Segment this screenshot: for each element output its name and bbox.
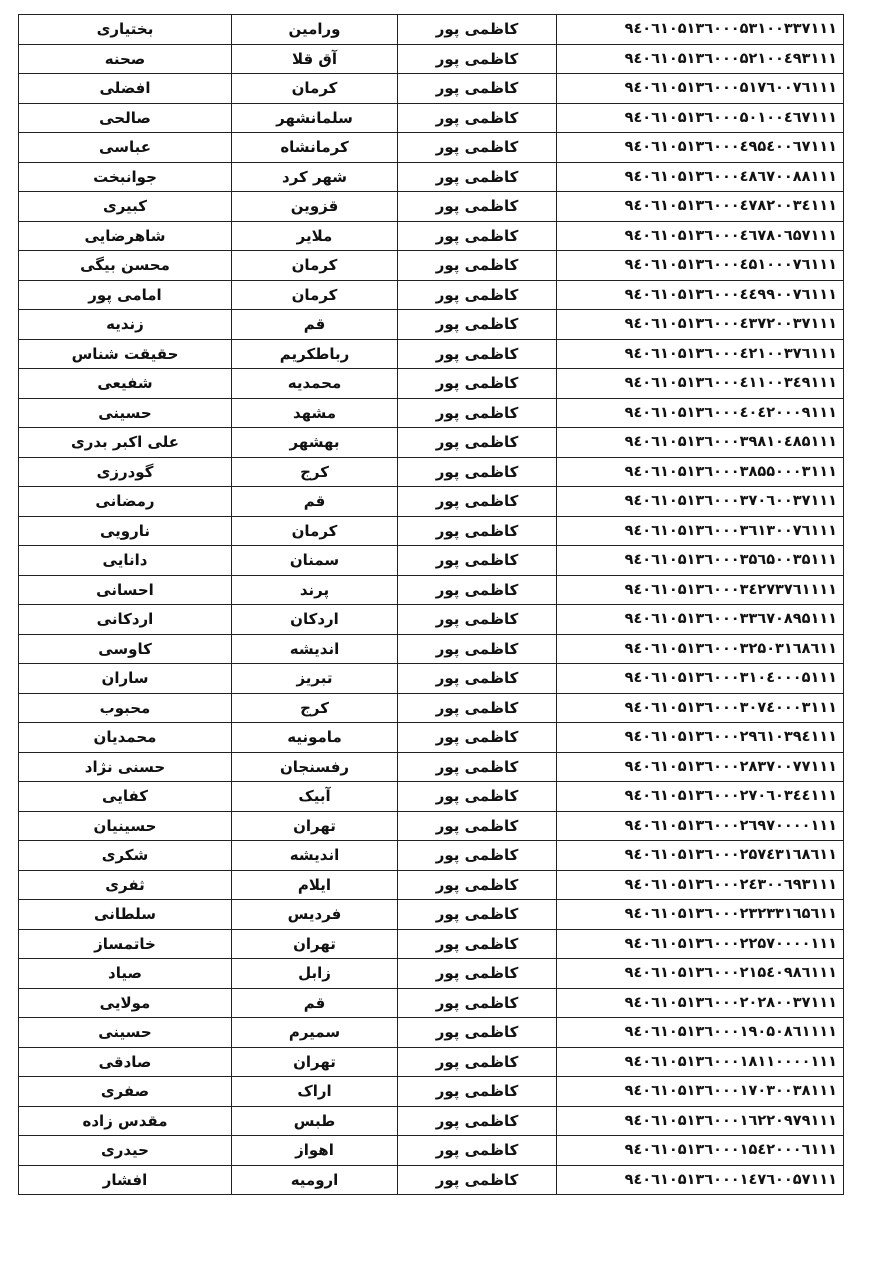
agent-cell: کاظمی پور	[398, 575, 557, 605]
code-cell: ۹٤۰٦۱۰۵۱۳٦۰۰۰۲٤۳۰۰٦۹۳۱۱۱	[557, 870, 844, 900]
code-cell: ۹٤۰٦۱۰۵۱۳٦۰۰۰٤۹۵٤۰۰٦۷۱۱۱	[557, 133, 844, 163]
code-cell: ۹٤۰٦۱۰۵۱۳٦۰۰۰۱۹۰۵۰۸٦۱۱۱۱	[557, 1018, 844, 1048]
table-row	[19, 339, 844, 369]
city-cell: مشهد	[232, 398, 398, 428]
agent-cell: کاظمی پور	[398, 1077, 557, 1107]
table-row	[19, 162, 844, 192]
city-cell: محمدیه	[232, 369, 398, 399]
table-row	[19, 44, 844, 74]
name-cell: علی اکبر بدری	[19, 428, 232, 458]
code-cell: ۹٤۰٦۱۰۵۱۳٦۰۰۰۵۲۱۰۰٤۹۳۱۱۱	[557, 44, 844, 74]
table-row	[19, 133, 844, 163]
code-cell: ۹٤۰٦۱۰۵۱۳٦۰۰۰۲۸۳۷۰۰۷۷۱۱۱	[557, 752, 844, 782]
code-cell: ۹٤۰٦۱۰۵۱۳٦۰۰۰۱٦۲۲۰۹۷۹۱۱۱	[557, 1106, 844, 1136]
agent-cell: کاظمی پور	[398, 428, 557, 458]
code-cell: ۹٤۰٦۱۰۵۱۳٦۰۰۰۳۷۰٦۰۰۳۷۱۱۱	[557, 487, 844, 517]
agent-cell: کاظمی پور	[398, 457, 557, 487]
name-cell: کفایی	[19, 782, 232, 812]
table-row	[19, 575, 844, 605]
table-row	[19, 900, 844, 930]
name-cell: خاتمساز	[19, 929, 232, 959]
city-cell: آبیک	[232, 782, 398, 812]
city-cell: قزوین	[232, 192, 398, 222]
name-cell: شفیعی	[19, 369, 232, 399]
code-cell: ۹٤۰٦۱۰۵۱۳٦۰۰۰٤۲۱۰۰۳۷٦۱۱۱	[557, 339, 844, 369]
code-cell: ۹٤۰٦۱۰۵۱۳٦۰۰۰۲۱۵٤۰۹۸٦۱۱۱	[557, 959, 844, 989]
agent-cell: کاظمی پور	[398, 841, 557, 871]
city-cell: ایلام	[232, 870, 398, 900]
code-cell: ۹٤۰٦۱۰۵۱۳٦۰۰۰٤۷۸۲۰۰۳٤۱۱۱	[557, 192, 844, 222]
name-cell: محسن بیگی	[19, 251, 232, 281]
table-row	[19, 841, 844, 871]
records-table	[18, 14, 844, 1195]
city-cell: کرج	[232, 457, 398, 487]
table-row	[19, 280, 844, 310]
agent-cell: کاظمی پور	[398, 959, 557, 989]
agent-cell: کاظمی پور	[398, 369, 557, 399]
city-cell: کرمان	[232, 251, 398, 281]
name-cell: عباسی	[19, 133, 232, 163]
table-row	[19, 1165, 844, 1195]
table-row	[19, 546, 844, 576]
table-row	[19, 369, 844, 399]
code-cell: ۹٤۰٦۱۰۵۱۳٦۰۰۰٤٦۷۸۰٦۵۷۱۱۱	[557, 221, 844, 251]
name-cell: امامی پور	[19, 280, 232, 310]
name-cell: شکری	[19, 841, 232, 871]
table-row	[19, 1018, 844, 1048]
name-cell: افضلی	[19, 74, 232, 104]
code-cell: ۹٤۰٦۱۰۵۱۳٦۰۰۰٤۰٤۲۰۰۰۹۱۱۱	[557, 398, 844, 428]
code-cell: ۹٤۰٦۱۰۵۱۳٦۰۰۰٤۸٦۷۰۰۸۸۱۱۱	[557, 162, 844, 192]
table-row	[19, 15, 844, 45]
agent-cell: کاظمی پور	[398, 1136, 557, 1166]
agent-cell: کاظمی پور	[398, 634, 557, 664]
table-row	[19, 1077, 844, 1107]
city-cell: زابل	[232, 959, 398, 989]
city-cell: اردکان	[232, 605, 398, 635]
name-cell: حیدری	[19, 1136, 232, 1166]
name-cell: مولایی	[19, 988, 232, 1018]
agent-cell: کاظمی پور	[398, 870, 557, 900]
code-cell: ۹٤۰٦۱۰۵۱۳٦۰۰۰۳۱۰٤۰۰۰۵۱۱۱	[557, 664, 844, 694]
name-cell: جوانبخت	[19, 162, 232, 192]
agent-cell: کاظمی پور	[398, 1165, 557, 1195]
city-cell: اندیشه	[232, 841, 398, 871]
agent-cell: کاظمی پور	[398, 251, 557, 281]
table-row	[19, 310, 844, 340]
city-cell: مامونیه	[232, 723, 398, 753]
code-cell: ۹٤۰٦۱۰۵۱۳٦۰۰۰۳٦۱۳۰۰۷٦۱۱۱	[557, 516, 844, 546]
code-cell: ۹٤۰٦۱۰۵۱۳٦۰۰۰۳۰۷٤۰۰۰۳۱۱۱	[557, 693, 844, 723]
code-cell: ۹٤۰٦۱۰۵۱۳٦۰۰۰۳۵٦۵۰۰۳۵۱۱۱	[557, 546, 844, 576]
agent-cell: کاظمی پور	[398, 1018, 557, 1048]
name-cell: افشار	[19, 1165, 232, 1195]
agent-cell: کاظمی پور	[398, 339, 557, 369]
city-cell: تهران	[232, 929, 398, 959]
code-cell: ۹٤۰٦۱۰۵۱۳٦۰۰۰۳۸۵۵۰۰۰۳۱۱۱	[557, 457, 844, 487]
agent-cell: کاظمی پور	[398, 1047, 557, 1077]
agent-cell: کاظمی پور	[398, 487, 557, 517]
code-cell: ۹٤۰٦۱۰۵۱۳٦۰۰۰۲۵۷٤۳۱٦۸٦۱۱	[557, 841, 844, 871]
code-cell: ۹٤۰٦۱۰۵۱۳٦۰۰۰۳٤۲۷۳۷٦۱۱۱۱	[557, 575, 844, 605]
table-row	[19, 634, 844, 664]
table-row	[19, 723, 844, 753]
agent-cell: کاظمی پور	[398, 900, 557, 930]
code-cell: ۹٤۰٦۱۰۵۱۳٦۰۰۰۱۵٤۲۰۰۰٦۱۱۱	[557, 1136, 844, 1166]
city-cell: قم	[232, 310, 398, 340]
agent-cell: کاظمی پور	[398, 811, 557, 841]
city-cell: سلمانشهر	[232, 103, 398, 133]
agent-cell: کاظمی پور	[398, 74, 557, 104]
code-cell: ۹٤۰٦۱۰۵۱۳٦۰۰۰٤٤۹۹۰۰۷٦۱۱۱	[557, 280, 844, 310]
name-cell: حسینی	[19, 1018, 232, 1048]
table-row	[19, 752, 844, 782]
code-cell: ۹٤۰٦۱۰۵۱۳٦۰۰۰۳۹۸۱۰٤۸۵۱۱۱	[557, 428, 844, 458]
city-cell: کرمان	[232, 280, 398, 310]
table-row	[19, 74, 844, 104]
agent-cell: کاظمی پور	[398, 1106, 557, 1136]
table-row	[19, 664, 844, 694]
code-cell: ۹٤۰٦۱۰۵۱۳٦۰۰۰۳۳٦۷۰۸۹۵۱۱۱	[557, 605, 844, 635]
table-row	[19, 1106, 844, 1136]
name-cell: شاهرضایی	[19, 221, 232, 251]
city-cell: قم	[232, 487, 398, 517]
table-row	[19, 1136, 844, 1166]
table-row	[19, 959, 844, 989]
code-cell: ۹٤۰٦۱۰۵۱۳٦۰۰۰۲۰۲۸۰۰۳۷۱۱۱	[557, 988, 844, 1018]
agent-cell: کاظمی پور	[398, 103, 557, 133]
code-cell: ۹٤۰٦۱۰۵۱۳٦۰۰۰۱٤۷٦۰۰۵۷۱۱۱	[557, 1165, 844, 1195]
city-cell: اراک	[232, 1077, 398, 1107]
name-cell: صادقی	[19, 1047, 232, 1077]
city-cell: کرمان	[232, 516, 398, 546]
city-cell: کرمان	[232, 74, 398, 104]
name-cell: صفری	[19, 1077, 232, 1107]
table-row	[19, 192, 844, 222]
agent-cell: کاظمی پور	[398, 546, 557, 576]
table-row	[19, 103, 844, 133]
table-row	[19, 251, 844, 281]
name-cell: حسینی	[19, 398, 232, 428]
agent-cell: کاظمی پور	[398, 782, 557, 812]
code-cell: ۹٤۰٦۱۰۵۱۳٦۰۰۰۲۷۰٦۰۳٤٤۱۱۱	[557, 782, 844, 812]
table-row	[19, 398, 844, 428]
agent-cell: کاظمی پور	[398, 723, 557, 753]
name-cell: ثفری	[19, 870, 232, 900]
code-cell: ۹٤۰٦۱۰۵۱۳٦۰۰۰۱۸۱۱۰۰۰۰۱۱۱	[557, 1047, 844, 1077]
name-cell: دانایی	[19, 546, 232, 576]
name-cell: زندیه	[19, 310, 232, 340]
code-cell: ۹٤۰٦۱۰۵۱۳٦۰۰۰۲۳۲۳۳۱٦۵٦۱۱	[557, 900, 844, 930]
code-cell: ۹٤۰٦۱۰۵۱۳٦۰۰۰٤۵۱۰۰۰۷٦۱۱۱	[557, 251, 844, 281]
code-cell: ۹٤۰٦۱۰۵۱۳٦۰۰۰٤۱۱۰۰۳٤۹۱۱۱	[557, 369, 844, 399]
agent-cell: کاظمی پور	[398, 133, 557, 163]
table-row	[19, 988, 844, 1018]
name-cell: نارویی	[19, 516, 232, 546]
city-cell: ورامین	[232, 15, 398, 45]
name-cell: صالحی	[19, 103, 232, 133]
city-cell: سمیرم	[232, 1018, 398, 1048]
table-row	[19, 693, 844, 723]
agent-cell: کاظمی پور	[398, 605, 557, 635]
city-cell: طبس	[232, 1106, 398, 1136]
agent-cell: کاظمی پور	[398, 398, 557, 428]
agent-cell: کاظمی پور	[398, 310, 557, 340]
table-row	[19, 457, 844, 487]
agent-cell: کاظمی پور	[398, 988, 557, 1018]
city-cell: ارومیه	[232, 1165, 398, 1195]
agent-cell: کاظمی پور	[398, 516, 557, 546]
code-cell: ۹٤۰٦۱۰۵۱۳٦۰۰۰۲۲۵۷۰۰۰۰۱۱۱	[557, 929, 844, 959]
code-cell: ۹٤۰٦۱۰۵۱۳٦۰۰۰۲٦۹۷۰۰۰۰۱۱۱	[557, 811, 844, 841]
name-cell: محمدیان	[19, 723, 232, 753]
city-cell: رباطکریم	[232, 339, 398, 369]
table-row	[19, 929, 844, 959]
name-cell: کبیری	[19, 192, 232, 222]
name-cell: مقدس زاده	[19, 1106, 232, 1136]
agent-cell: کاظمی پور	[398, 280, 557, 310]
name-cell: اردکانی	[19, 605, 232, 635]
table-row	[19, 428, 844, 458]
code-cell: ۹٤۰٦۱۰۵۱۳٦۰۰۰٤۳۷۲۰۰۳۷۱۱۱	[557, 310, 844, 340]
name-cell: گودرزی	[19, 457, 232, 487]
city-cell: بهشهر	[232, 428, 398, 458]
code-cell: ۹٤۰٦۱۰۵۱۳٦۰۰۰۵۱۷٦۰۰۷٦۱۱۱	[557, 74, 844, 104]
name-cell: حقیقت شناس	[19, 339, 232, 369]
code-cell: ۹٤۰٦۱۰۵۱۳٦۰۰۰۳۲۵۰۳۱٦۸٦۱۱	[557, 634, 844, 664]
table-row	[19, 221, 844, 251]
records-table-body	[19, 15, 844, 1195]
city-cell: سمنان	[232, 546, 398, 576]
table-row	[19, 811, 844, 841]
name-cell: بختیاری	[19, 15, 232, 45]
table-row	[19, 782, 844, 812]
city-cell: اندیشه	[232, 634, 398, 664]
name-cell: حسنی نژاد	[19, 752, 232, 782]
name-cell: کاوسی	[19, 634, 232, 664]
agent-cell: کاظمی پور	[398, 15, 557, 45]
city-cell: ملایر	[232, 221, 398, 251]
agent-cell: کاظمی پور	[398, 752, 557, 782]
table-row	[19, 516, 844, 546]
city-cell: تهران	[232, 1047, 398, 1077]
agent-cell: کاظمی پور	[398, 664, 557, 694]
agent-cell: کاظمی پور	[398, 192, 557, 222]
city-cell: تهران	[232, 811, 398, 841]
city-cell: رفسنجان	[232, 752, 398, 782]
table-row	[19, 487, 844, 517]
city-cell: قم	[232, 988, 398, 1018]
code-cell: ۹٤۰٦۱۰۵۱۳٦۰۰۰۲۹٦۱۰۳۹٤۱۱۱	[557, 723, 844, 753]
table-row	[19, 605, 844, 635]
table-row	[19, 1047, 844, 1077]
agent-cell: کاظمی پور	[398, 162, 557, 192]
city-cell: کرج	[232, 693, 398, 723]
code-cell: ۹٤۰٦۱۰۵۱۳٦۰۰۰۵۰۱۰۰٤٦۷۱۱۱	[557, 103, 844, 133]
city-cell: آق قلا	[232, 44, 398, 74]
agent-cell: کاظمی پور	[398, 929, 557, 959]
code-cell: ۹٤۰٦۱۰۵۱۳٦۰۰۰۵۳۱۰۰۳۳۷۱۱۱	[557, 15, 844, 45]
agent-cell: کاظمی پور	[398, 693, 557, 723]
table-row	[19, 870, 844, 900]
name-cell: صحنه	[19, 44, 232, 74]
name-cell: ساران	[19, 664, 232, 694]
city-cell: فردیس	[232, 900, 398, 930]
name-cell: حسینیان	[19, 811, 232, 841]
city-cell: کرمانشاه	[232, 133, 398, 163]
name-cell: سلطانی	[19, 900, 232, 930]
city-cell: اهواز	[232, 1136, 398, 1166]
agent-cell: کاظمی پور	[398, 221, 557, 251]
name-cell: احسانی	[19, 575, 232, 605]
code-cell: ۹٤۰٦۱۰۵۱۳٦۰۰۰۱۷۰۳۰۰۳۸۱۱۱	[557, 1077, 844, 1107]
name-cell: صیاد	[19, 959, 232, 989]
city-cell: شهر کرد	[232, 162, 398, 192]
city-cell: پرند	[232, 575, 398, 605]
agent-cell: کاظمی پور	[398, 44, 557, 74]
name-cell: محبوب	[19, 693, 232, 723]
city-cell: تبریز	[232, 664, 398, 694]
name-cell: رمضانی	[19, 487, 232, 517]
